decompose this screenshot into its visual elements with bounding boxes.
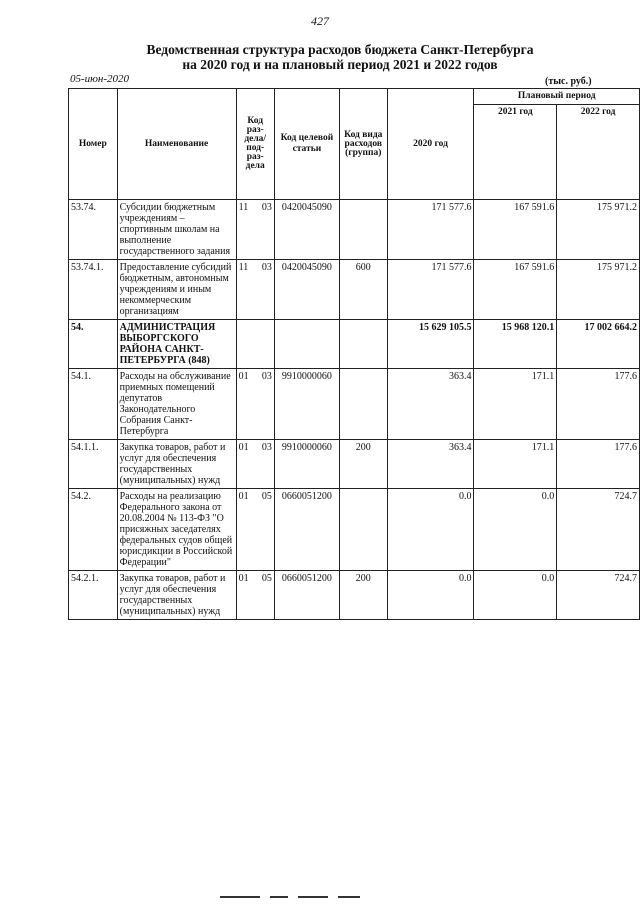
header-number: Номер — [69, 89, 118, 200]
page-number: 427 — [311, 14, 329, 28]
section-code: 11 — [238, 262, 249, 273]
row-name: Расходы на обслуживание приемных помещений депутатов Законодательного Собрания Санкт-Петербурга — [117, 369, 236, 440]
section-code: 01 — [238, 491, 249, 502]
budget-table — [68, 88, 640, 620]
section-code: 01 — [238, 573, 249, 584]
row-name: АДМИНИСТРАЦИЯ ВЫБОРГСКОГО РАЙОНА САНКТ-ПЕТЕРБУРГА (848) — [117, 320, 236, 369]
subsection-code: 03 — [261, 442, 272, 453]
row-number: 54.2.1. — [69, 571, 118, 620]
row-value-2020: 171 577.6 — [387, 200, 474, 260]
row-section-code — [236, 260, 274, 320]
row-target-code: 9910000060 — [274, 369, 339, 440]
row-value-2021: 0.0 — [474, 489, 557, 571]
row-target-code: 0420045090 — [274, 260, 339, 320]
row-value-2022: 175 971.2 — [557, 260, 640, 320]
row-target-code: 9910000060 — [274, 440, 339, 489]
row-value-2021: 15 968 120.1 — [474, 320, 557, 369]
table-row — [69, 320, 640, 369]
row-target-code: 0660051200 — [274, 571, 339, 620]
row-target-code: 0420045090 — [274, 200, 339, 260]
row-number: 53.74. — [69, 200, 118, 260]
row-value-2020: 0.0 — [387, 571, 474, 620]
row-name: Расходы на реализацию Федерального закона от 20.08.2004 № 113-ФЗ "О присяжных заседателях федеральных судов общей юрисдикции в Российской Федерации" — [117, 489, 236, 571]
row-value-2020: 171 577.6 — [387, 260, 474, 320]
table-row — [69, 571, 640, 620]
row-section-code — [236, 489, 274, 571]
subsection-code: 05 — [261, 573, 272, 584]
title-line-1: Ведомственная структура расходов бюджета Санкт-Петербурга — [146, 42, 534, 57]
header-2022: 2022 год — [557, 105, 640, 200]
row-section-code — [236, 200, 274, 260]
row-value-2022: 177.6 — [557, 369, 640, 440]
row-expense-type — [339, 369, 387, 440]
units-label: (тыс. руб.) — [545, 76, 592, 87]
row-value-2020: 363.4 — [387, 369, 474, 440]
header-section-code: Код раз-дела/ под-раз-дела — [236, 89, 274, 200]
row-number: 54. — [69, 320, 118, 369]
header-expense-type: Код вида расходов (группа) — [339, 89, 387, 200]
row-number: 54.2. — [69, 489, 118, 571]
document-title — [60, 42, 620, 72]
row-section-code — [236, 369, 274, 440]
subsection-code: 03 — [261, 371, 272, 382]
header-target-code: Код целевой статьи — [274, 89, 339, 200]
row-value-2021: 167 591.6 — [474, 260, 557, 320]
row-value-2022: 724.7 — [557, 571, 640, 620]
row-name: Субсидии бюджетным учреждениям – спортивным школам на выполнение государственного задания — [117, 200, 236, 260]
row-expense-type: 600 — [339, 260, 387, 320]
row-expense-type: 200 — [339, 571, 387, 620]
section-code: 01 — [238, 442, 249, 453]
row-value-2022: 177.6 — [557, 440, 640, 489]
table-row — [69, 440, 640, 489]
table-row — [69, 200, 640, 260]
date-label: 05-июн-2020 — [70, 73, 130, 85]
table-body — [69, 200, 640, 620]
row-name: Предоставление субсидий бюджетным, автономным учреждениям и иным некоммерческим организациям — [117, 260, 236, 320]
header-planned-period: Плановый период — [474, 89, 640, 105]
row-expense-type — [339, 200, 387, 260]
row-expense-type — [339, 320, 387, 369]
row-value-2022: 724.7 — [557, 489, 640, 571]
row-target-code: 0660051200 — [274, 489, 339, 571]
row-value-2021: 167 591.6 — [474, 200, 557, 260]
subsection-code: 05 — [261, 491, 272, 502]
title-line-2: на 2020 год и на плановый период 2021 и 2022 годов — [182, 57, 498, 72]
section-code: 11 — [238, 202, 249, 213]
row-value-2020: 363.4 — [387, 440, 474, 489]
row-value-2021: 171.1 — [474, 440, 557, 489]
row-value-2021: 0.0 — [474, 571, 557, 620]
subsection-code: 03 — [261, 202, 272, 213]
subsection-code: 03 — [261, 262, 272, 273]
row-value-2020: 15 629 105.5 — [387, 320, 474, 369]
header-2021: 2021 год — [474, 105, 557, 200]
section-code: 01 — [238, 371, 249, 382]
row-expense-type — [339, 489, 387, 571]
row-value-2022: 17 002 664.2 — [557, 320, 640, 369]
row-value-2020: 0.0 — [387, 489, 474, 571]
table-row — [69, 260, 640, 320]
row-section-code — [236, 440, 274, 489]
row-name: Закупка товаров, работ и услуг для обеспечения государственных (муниципальных) нужд — [117, 571, 236, 620]
header-2020: 2020 год — [387, 89, 474, 200]
row-expense-type: 200 — [339, 440, 387, 489]
table-row — [69, 489, 640, 571]
row-target-code — [274, 320, 339, 369]
row-value-2022: 175 971.2 — [557, 200, 640, 260]
table-row — [69, 369, 640, 440]
row-number: 53.74.1. — [69, 260, 118, 320]
row-section-code — [236, 320, 274, 369]
row-value-2021: 171.1 — [474, 369, 557, 440]
row-number: 54.1.1. — [69, 440, 118, 489]
row-section-code — [236, 571, 274, 620]
row-number: 54.1. — [69, 369, 118, 440]
footer-marks — [220, 896, 440, 898]
row-name: Закупка товаров, работ и услуг для обеспечения государственных (муниципальных) нужд — [117, 440, 236, 489]
header-name: Наименование — [117, 89, 236, 200]
